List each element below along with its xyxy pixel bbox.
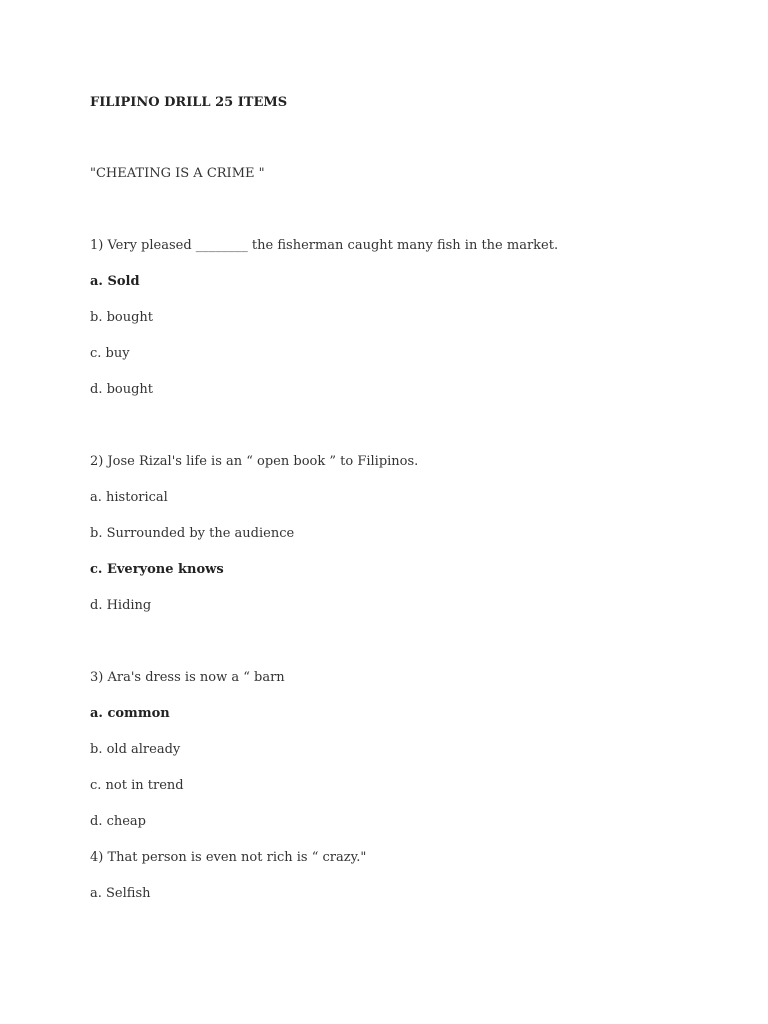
- question-1-option-c: c. buy: [90, 346, 130, 361]
- question-4-option-a: a. Selfish: [90, 886, 151, 901]
- question-4: 4) That person is even not rich is “ crazy.": [90, 850, 367, 865]
- document-subtitle: "CHEATING IS A CRIME ": [90, 166, 265, 181]
- question-2: 2) Jose Rizal's life is an “ open book ” to Filipinos.: [90, 454, 419, 469]
- question-1-option-b: b. bought: [90, 310, 154, 325]
- question-3-option-c: c. not in trend: [90, 778, 184, 793]
- question-1-option-a: a. Sold: [90, 274, 140, 289]
- question-2-option-d: d. Hiding: [90, 598, 152, 613]
- question-3: 3) Ara's dress is now a “ barn: [90, 670, 285, 685]
- question-2-option-b: b. Surrounded by the audience: [90, 526, 295, 541]
- question-3-option-a: a. common: [90, 706, 170, 721]
- document-title: FILIPINO DRILL 25 ITEMS: [90, 95, 288, 110]
- question-2-option-c: c. Everyone knows: [90, 562, 224, 577]
- question-2-option-a: a. historical: [90, 490, 168, 505]
- question-3-option-b: b. old already: [90, 742, 181, 757]
- question-1: 1) Very pleased ________ the fisherman caught many fish in the market.: [90, 238, 559, 253]
- question-1-option-d: d. bought: [90, 382, 154, 397]
- question-3-option-d: d. cheap: [90, 814, 147, 829]
